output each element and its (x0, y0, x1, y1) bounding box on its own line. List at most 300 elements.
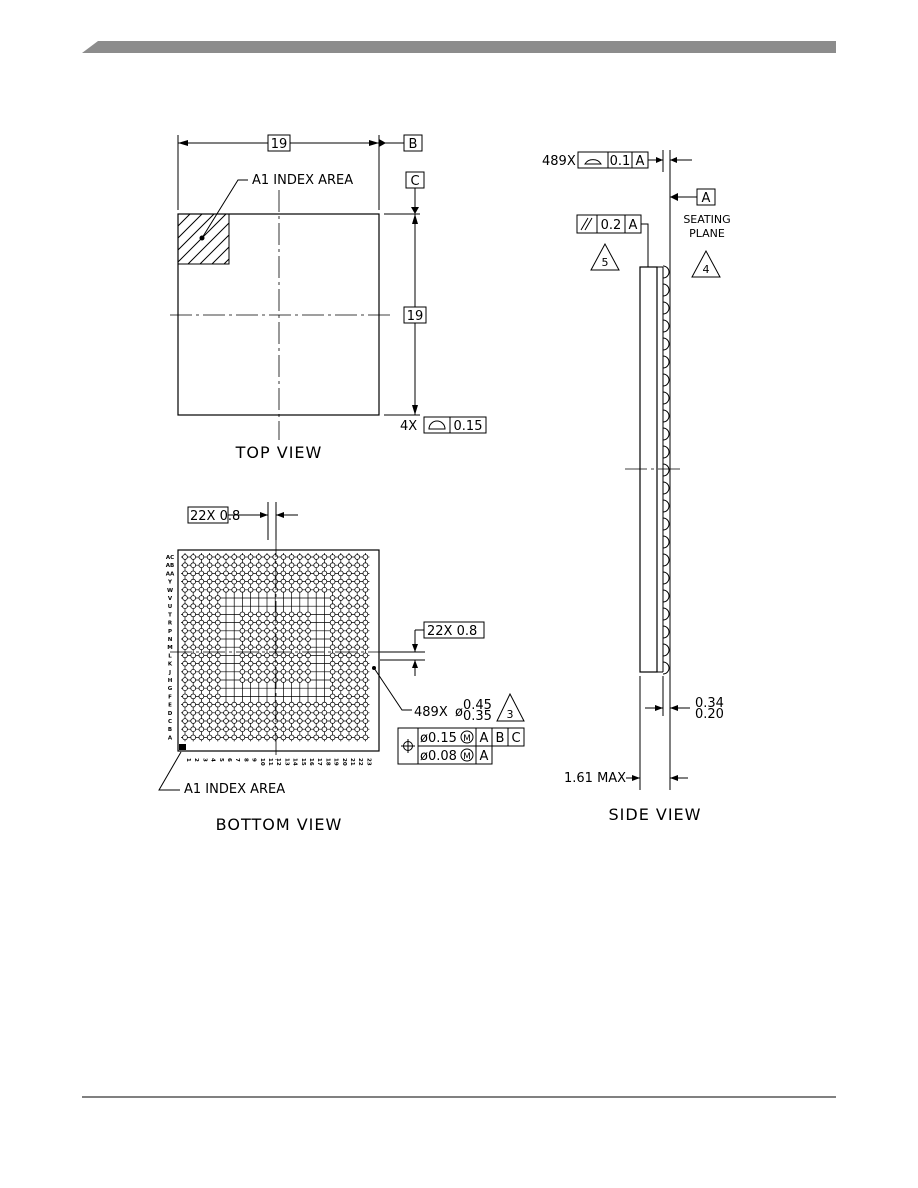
solder-ball (363, 735, 368, 740)
solder-ball (248, 563, 253, 568)
side-ball (663, 518, 669, 530)
solder-ball (215, 571, 220, 576)
solder-ball (207, 678, 212, 683)
solder-ball (347, 579, 352, 584)
solder-ball (240, 727, 245, 732)
solder-ball (215, 669, 220, 674)
solder-ball (289, 727, 294, 732)
row-label: AB (165, 563, 175, 570)
solder-ball (363, 710, 368, 715)
solder-ball (215, 645, 220, 650)
coplanarity-datum: A (635, 154, 645, 169)
solder-ball (330, 702, 335, 707)
solder-ball (338, 661, 343, 666)
bottom-view (159, 502, 524, 834)
solder-ball (273, 637, 278, 642)
solder-ball (256, 669, 261, 674)
solder-ball (183, 719, 188, 724)
solder-ball (183, 555, 188, 560)
solder-ball (347, 620, 352, 625)
solder-ball (330, 579, 335, 584)
solder-ball (191, 637, 196, 642)
solder-ball (297, 620, 302, 625)
solder-ball (240, 702, 245, 707)
solder-ball (240, 555, 245, 560)
solder-ball (199, 661, 204, 666)
solder-ball (265, 563, 270, 568)
solder-ball (183, 563, 188, 568)
solder-ball (347, 555, 352, 560)
solder-ball (273, 571, 278, 576)
solder-ball (199, 555, 204, 560)
solder-ball (232, 587, 237, 592)
fcf1-datum-b: B (495, 731, 505, 746)
solder-ball (215, 735, 220, 740)
solder-ball (330, 587, 335, 592)
row-label: M (167, 645, 173, 652)
solder-ball (215, 727, 220, 732)
side-ball (663, 356, 669, 368)
solder-ball (215, 579, 220, 584)
solder-ball (191, 702, 196, 707)
solder-ball (207, 596, 212, 601)
solder-ball (215, 661, 220, 666)
solder-ball (314, 555, 319, 560)
solder-ball (199, 645, 204, 650)
top-view (170, 135, 486, 462)
bottom-view-title: BOTTOM VIEW (215, 815, 343, 834)
solder-ball (355, 628, 360, 633)
solder-ball (330, 571, 335, 576)
solder-ball (289, 563, 294, 568)
solder-ball (199, 702, 204, 707)
side-ball (663, 446, 669, 458)
solder-ball (306, 612, 311, 617)
col-label: 15 (299, 758, 306, 766)
solder-ball (215, 694, 220, 699)
solder-ball (338, 686, 343, 691)
solder-ball (281, 612, 286, 617)
col-label: 11 (267, 758, 273, 766)
row-label: AA (165, 571, 175, 578)
solder-ball (256, 628, 261, 633)
solder-ball (338, 710, 343, 715)
side-balls (663, 266, 669, 674)
row-label: H (167, 678, 173, 684)
solder-ball (273, 628, 278, 633)
solder-ball (363, 579, 368, 584)
solder-ball (306, 645, 311, 650)
solder-ball (355, 678, 360, 683)
solder-ball (322, 555, 327, 560)
solder-ball (256, 645, 261, 650)
solder-ball (363, 727, 368, 732)
solder-ball (273, 579, 278, 584)
solder-ball (355, 604, 360, 609)
solder-ball (240, 719, 245, 724)
solder-ball (265, 571, 270, 576)
solder-ball (281, 710, 286, 715)
solder-ball (355, 637, 360, 642)
solder-ball (314, 719, 319, 724)
solder-ball (199, 579, 204, 584)
solder-ball (191, 694, 196, 699)
solder-ball (330, 628, 335, 633)
solder-ball (240, 637, 245, 642)
row-label: K (167, 661, 173, 668)
top-fcf-tol: 0.15 (453, 419, 483, 434)
solder-ball (289, 702, 294, 707)
solder-ball (330, 620, 335, 625)
fcf2-mmc: M (463, 752, 471, 762)
solder-ball (232, 579, 237, 584)
solder-ball (355, 653, 360, 658)
solder-ball (183, 579, 188, 584)
solder-ball (330, 710, 335, 715)
solder-ball (207, 555, 212, 560)
solder-ball (347, 727, 352, 732)
solder-ball (199, 596, 204, 601)
solder-ball (265, 727, 270, 732)
bottom-index-label: A1 INDEX AREA (184, 782, 286, 797)
solder-ball (273, 669, 278, 674)
solder-ball (273, 587, 278, 592)
solder-ball (355, 563, 360, 568)
solder-ball (256, 653, 261, 658)
solder-ball (297, 612, 302, 617)
col-label: 17 (316, 758, 323, 766)
solder-ball (248, 702, 253, 707)
solder-ball (363, 612, 368, 617)
solder-ball (347, 702, 352, 707)
solder-ball (347, 661, 352, 666)
solder-ball (191, 579, 196, 584)
solder-ball (207, 686, 212, 691)
solder-ball (338, 702, 343, 707)
solder-ball (207, 620, 212, 625)
solder-ball (306, 555, 311, 560)
solder-ball (306, 653, 311, 658)
solder-ball (232, 727, 237, 732)
solder-ball (224, 710, 229, 715)
solder-ball (215, 637, 220, 642)
solder-ball (199, 563, 204, 568)
solder-ball (240, 653, 245, 658)
solder-ball (207, 710, 212, 715)
solder-ball (191, 604, 196, 609)
fcf1-datum-c: C (511, 731, 521, 746)
solder-ball (338, 604, 343, 609)
solder-ball (199, 620, 204, 625)
solder-ball (289, 661, 294, 666)
solder-ball (183, 637, 188, 642)
solder-ball (199, 669, 204, 674)
solder-ball (363, 645, 368, 650)
solder-ball (330, 612, 335, 617)
col-label: 10 (258, 758, 265, 766)
solder-ball (281, 555, 286, 560)
solder-ball (347, 596, 352, 601)
solder-ball (256, 555, 261, 560)
solder-ball (191, 710, 196, 715)
solder-ball (338, 563, 343, 568)
seating-plane-1: SEATING (683, 213, 731, 226)
solder-ball (363, 653, 368, 658)
solder-ball (248, 587, 253, 592)
solder-ball (273, 555, 278, 560)
solder-ball (273, 727, 278, 732)
solder-ball (355, 587, 360, 592)
solder-ball (191, 571, 196, 576)
solder-ball (256, 637, 261, 642)
solder-ball (281, 669, 286, 674)
solder-ball (330, 637, 335, 642)
solder-ball (330, 645, 335, 650)
datum-b-label: B (408, 137, 418, 152)
solder-ball (289, 612, 294, 617)
fcf1-tol: ø0.15 (420, 731, 457, 746)
side-ball (663, 338, 669, 350)
solder-ball (232, 735, 237, 740)
solder-ball (256, 702, 261, 707)
side-ball (663, 320, 669, 332)
solder-ball (338, 669, 343, 674)
solder-ball (289, 571, 294, 576)
solder-ball (330, 719, 335, 724)
row-label: R (167, 620, 173, 627)
solder-ball (207, 669, 212, 674)
solder-ball (297, 563, 302, 568)
solder-ball (306, 628, 311, 633)
solder-ball (347, 669, 352, 674)
solder-ball (281, 571, 286, 576)
solder-ball (191, 727, 196, 732)
side-ball (663, 284, 669, 296)
row-label: E (168, 702, 172, 709)
pitch-x-dim: 22X 0.8 (190, 509, 241, 524)
fcf1-datum-a: A (479, 731, 489, 746)
datum-a-label: A (701, 191, 711, 206)
solder-ball (355, 555, 360, 560)
solder-ball (347, 735, 352, 740)
solder-ball (232, 563, 237, 568)
side-ball (663, 302, 669, 314)
solder-ball (191, 620, 196, 625)
solder-ball (363, 678, 368, 683)
solder-ball (240, 571, 245, 576)
solder-ball (207, 579, 212, 584)
solder-ball (248, 628, 253, 633)
side-ball (663, 428, 669, 440)
ball-dia-max: 0.45 (463, 698, 492, 713)
solder-ball (347, 653, 352, 658)
col-label: 19 (332, 758, 339, 766)
solder-ball (355, 735, 360, 740)
solder-ball (297, 727, 302, 732)
solder-ball (338, 596, 343, 601)
solder-ball (265, 661, 270, 666)
solder-ball (306, 587, 311, 592)
row-label: AC (165, 555, 175, 561)
solder-ball (355, 686, 360, 691)
solder-ball (355, 612, 360, 617)
solder-ball (297, 661, 302, 666)
side-ball (663, 482, 669, 494)
solder-ball (347, 719, 352, 724)
solder-ball (281, 587, 286, 592)
solder-ball (347, 571, 352, 576)
solder-ball (265, 669, 270, 674)
solder-ball (338, 637, 343, 642)
col-label: 2 (193, 758, 200, 762)
solder-ball (215, 678, 220, 683)
solder-ball (199, 612, 204, 617)
solder-ball (248, 645, 253, 650)
solder-ball (289, 587, 294, 592)
row-label: L (168, 653, 172, 660)
top-index-label: A1 INDEX AREA (252, 173, 354, 188)
col-label: 23 (365, 758, 372, 766)
solder-ball (355, 596, 360, 601)
solder-ball (240, 710, 245, 715)
solder-ball (330, 669, 335, 674)
side-ball (663, 662, 669, 674)
coplanarity-count: 489X (542, 154, 576, 169)
solder-ball (330, 694, 335, 699)
standoff-min: 0.20 (695, 707, 724, 722)
solder-ball (248, 620, 253, 625)
solder-ball (248, 669, 253, 674)
standoff-max: 0.34 (695, 696, 724, 711)
solder-ball (191, 612, 196, 617)
solder-ball (199, 735, 204, 740)
solder-ball (207, 727, 212, 732)
solder-ball (289, 678, 294, 683)
solder-ball (338, 579, 343, 584)
solder-ball (289, 637, 294, 642)
solder-ball (191, 596, 196, 601)
solder-ball (338, 645, 343, 650)
solder-ball (240, 563, 245, 568)
solder-ball (199, 604, 204, 609)
solder-ball (207, 571, 212, 576)
solder-ball (256, 661, 261, 666)
solder-ball (338, 628, 343, 633)
solder-ball (232, 710, 237, 715)
solder-ball (207, 694, 212, 699)
row-label: V (167, 596, 173, 602)
solder-ball (289, 628, 294, 633)
row-label: A (167, 735, 173, 742)
solder-ball (338, 587, 343, 592)
solder-ball (215, 612, 220, 617)
solder-ball (281, 719, 286, 724)
solder-ball (256, 571, 261, 576)
side-ball (663, 590, 669, 602)
solder-ball (330, 596, 335, 601)
side-ball (663, 500, 669, 512)
solder-ball (207, 661, 212, 666)
solder-ball (322, 571, 327, 576)
solder-ball (240, 735, 245, 740)
solder-ball (199, 628, 204, 633)
solder-ball (273, 612, 278, 617)
solder-ball (297, 637, 302, 642)
solder-ball (215, 620, 220, 625)
solder-ball (191, 587, 196, 592)
seating-plane-2: PLANE (689, 227, 725, 240)
ball-count: 489X (414, 705, 448, 720)
solder-ball (224, 571, 229, 576)
solder-ball (314, 571, 319, 576)
solder-ball (199, 653, 204, 658)
solder-ball (363, 694, 368, 699)
solder-ball (297, 719, 302, 724)
col-label: 7 (234, 758, 241, 762)
solder-ball (224, 587, 229, 592)
solder-ball (191, 661, 196, 666)
solder-ball (232, 571, 237, 576)
solder-ball (322, 702, 327, 707)
col-label: 13 (283, 758, 290, 766)
solder-ball (256, 612, 261, 617)
solder-ball (232, 555, 237, 560)
solder-ball (306, 719, 311, 724)
solder-ball (281, 735, 286, 740)
solder-ball (248, 571, 253, 576)
solder-ball (265, 702, 270, 707)
col-label: 4 (209, 758, 216, 762)
solder-ball (330, 604, 335, 609)
solder-ball (215, 710, 220, 715)
solder-ball (297, 710, 302, 715)
col-label: 22 (357, 758, 364, 766)
solder-ball (281, 637, 286, 642)
side-ball (663, 374, 669, 386)
solder-ball (338, 612, 343, 617)
solder-ball (363, 571, 368, 576)
note-3-label: 3 (506, 708, 514, 721)
solder-ball (314, 702, 319, 707)
side-view (542, 150, 731, 824)
solder-ball (347, 587, 352, 592)
solder-ball (355, 702, 360, 707)
solder-ball (248, 637, 253, 642)
solder-ball (363, 604, 368, 609)
solder-ball (183, 735, 188, 740)
solder-ball (306, 710, 311, 715)
row-labels (166, 555, 175, 741)
height-max: 1.61 MAX (564, 771, 627, 786)
solder-ball (183, 727, 188, 732)
solder-ball (281, 563, 286, 568)
solder-ball (240, 587, 245, 592)
solder-ball (207, 702, 212, 707)
solder-ball (289, 620, 294, 625)
solder-ball (297, 587, 302, 592)
solder-ball (265, 637, 270, 642)
col-labels (185, 758, 371, 766)
note-4-label: 4 (702, 263, 710, 276)
solder-ball (224, 735, 229, 740)
solder-ball (363, 628, 368, 633)
solder-ball (248, 719, 253, 724)
ball-grid (181, 553, 369, 741)
solder-ball (322, 735, 327, 740)
solder-ball (289, 645, 294, 650)
side-ball (663, 464, 669, 476)
solder-ball (355, 727, 360, 732)
